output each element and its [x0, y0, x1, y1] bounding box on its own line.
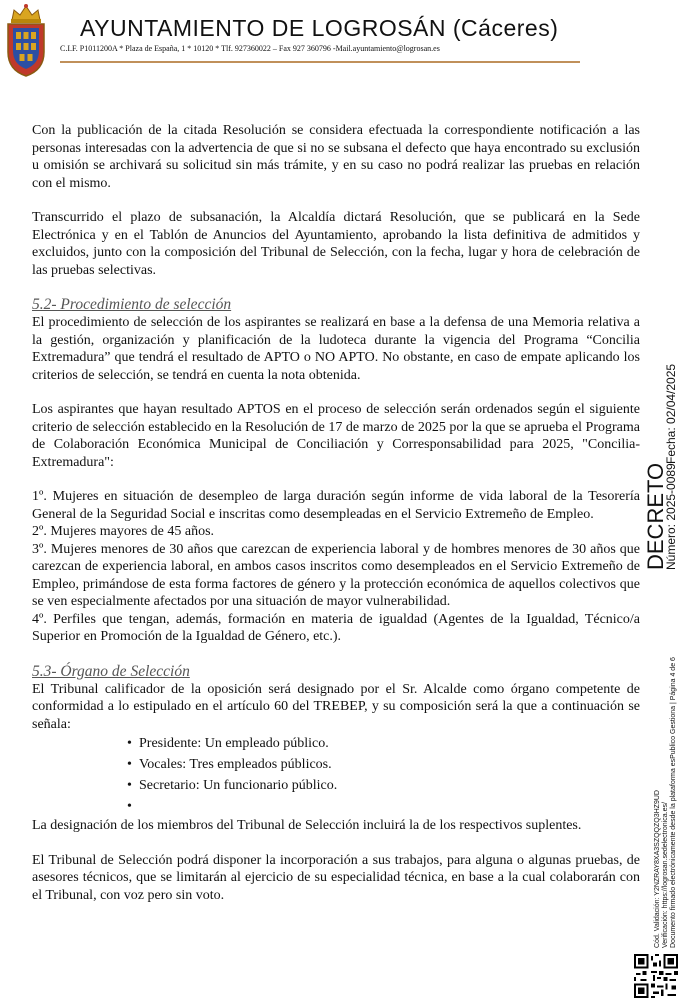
- crest-crown: [11, 4, 41, 23]
- list-item: [127, 796, 640, 817]
- decreto-number: Número: 2025-0089: [664, 463, 678, 570]
- decreto-date: Fecha: 02/04/2025: [664, 363, 678, 464]
- paragraph: El procedimiento de selección de los aspirantes se realizará en base a la defensa de una Memoria relativa a la gestión, organización y planificación de la ludoteca durante la vigencia del Programa “Concilia Extremadura” que tendrá el resultado de APTO o NO APTO. No obstante, en caso de empate aplicando los criterios de selección, se tendrá en cuenta la nota obtenida.: [32, 315, 640, 383]
- list-item: • Vocales: Tres empleados públicos.: [127, 754, 640, 775]
- tribunal-list: [32, 733, 640, 817]
- criterion-item: 1º. Mujeres en situación de desempleo de larga duración según informe de vida laboral de la Tesorería General de la Seguridad Social e inscritas como desempleadas en el Servicio Extremeño de Empleo.: [32, 489, 640, 522]
- section-heading: 5.3- Órgano de Selección: [32, 662, 190, 680]
- list-item: • Secretario: Un funcionario público.: [127, 775, 640, 796]
- paragraph: La designación de los miembros del Tribunal de Selección incluirá la de los respectivos suplentes.: [32, 818, 582, 833]
- document-body: [32, 122, 640, 921]
- paragraph: El Tribunal calificador de la oposición será designado por el Sr. Alcalde como órgano competente de conformidad a lo estipulado en el artículo 60 del TREBEP, y su composición será la que a continuación se señala:: [32, 681, 640, 732]
- criterion-item: 4º. Perfiles que tengan, además, formación en materia de igualdad (Agentes de la Igualdad, Técnico/a Superior en Promoción de la Igualdad de Género, etc.).: [32, 611, 640, 644]
- decreto-label: DECRETO: [643, 462, 668, 570]
- page-title: AYUNTAMIENTO DE LOGROSÁN (Cáceres): [80, 15, 559, 41]
- validation-code: Cód. Validación: Y2NZRAY8XA3SZQQZQ3HZ9UD: [654, 790, 661, 948]
- signature-note: Documento firmado electrónicamente desde la plataforma esPublico Gestiona | Página 4 de 6: [670, 657, 677, 948]
- verification-url: Verificación: https://logrosan.sedelectronica.es/: [662, 802, 669, 948]
- criterion-item: 3º. Mujeres menores de 30 años que carezcan de experiencia laboral y de hombres menores de 30 años que carezcan de experiencia laboral, en ambos casos inscritos como desempleados en el Servicio Extremeño de Empleo, primándose de esta forma factores de género y la protección económica de aquellos colectivos que se ven especialmente afectados por una situación de mayor vulnerabilidad.: [32, 541, 640, 609]
- header-divider: [60, 61, 580, 63]
- coat-of-arms-icon: [2, 2, 50, 78]
- list-item: • Presidente: Un empleado público.: [127, 733, 640, 754]
- header-contact-line: C.I.F. P1011200A * Plaza de España, 1 * 10120 * Tlf. 927360022 – Fax 927 360796 -Mail.ayuntamiento@logrosan.es: [60, 44, 440, 53]
- paragraph: Los aspirantes que hayan resultado APTOS en el proceso de selección serán ordenados según el siguiente criterio de selección establecido en la Resolución de 17 de marzo de 2025 por la que se aprueba el Programa de Colaboración Económica Municipal de Conciliación y Corresponsabilidad para 2025, "Concilia-Extremadura":: [32, 402, 640, 470]
- paragraph: Transcurrido el plazo de subsanación, la Alcaldía dictará Resolución, que se publicará en la Sede Electrónica y en el Tablón de Anuncios del Ayuntamiento, aprobando la lista definitiva de admitidos y excluidos, junto con la composición del Tribunal de Selección, con la fecha, lugar y hora de celebración de las pruebas selectivas.: [32, 210, 640, 278]
- paragraph: El Tribunal de Selección podrá disponer la incorporación a sus trabajos, para alguna o algunas pruebas, de asesores técnicos, que se limitarán al ejercicio de su especialidad técnica, en base a la cual colaborarán con el Tribunal, con voz pero sin voto.: [32, 852, 640, 903]
- paragraph: Con la publicación de la citada Resolución se considera efectuada la correspondiente notificación a las personas interesadas con la advertencia de que si no se subsana el defecto que haya encontrado su exclusión u omisión se archivará su solicitud sin más trámite, y en su caso no podrá realizar las pruebas en relación con el mismo.: [32, 123, 640, 191]
- qr-code-icon: [634, 954, 678, 998]
- section-heading: 5.2- Procedimiento de selección: [32, 296, 232, 313]
- criterion-item: 2º. Mujeres mayores de 45 años.: [32, 524, 215, 539]
